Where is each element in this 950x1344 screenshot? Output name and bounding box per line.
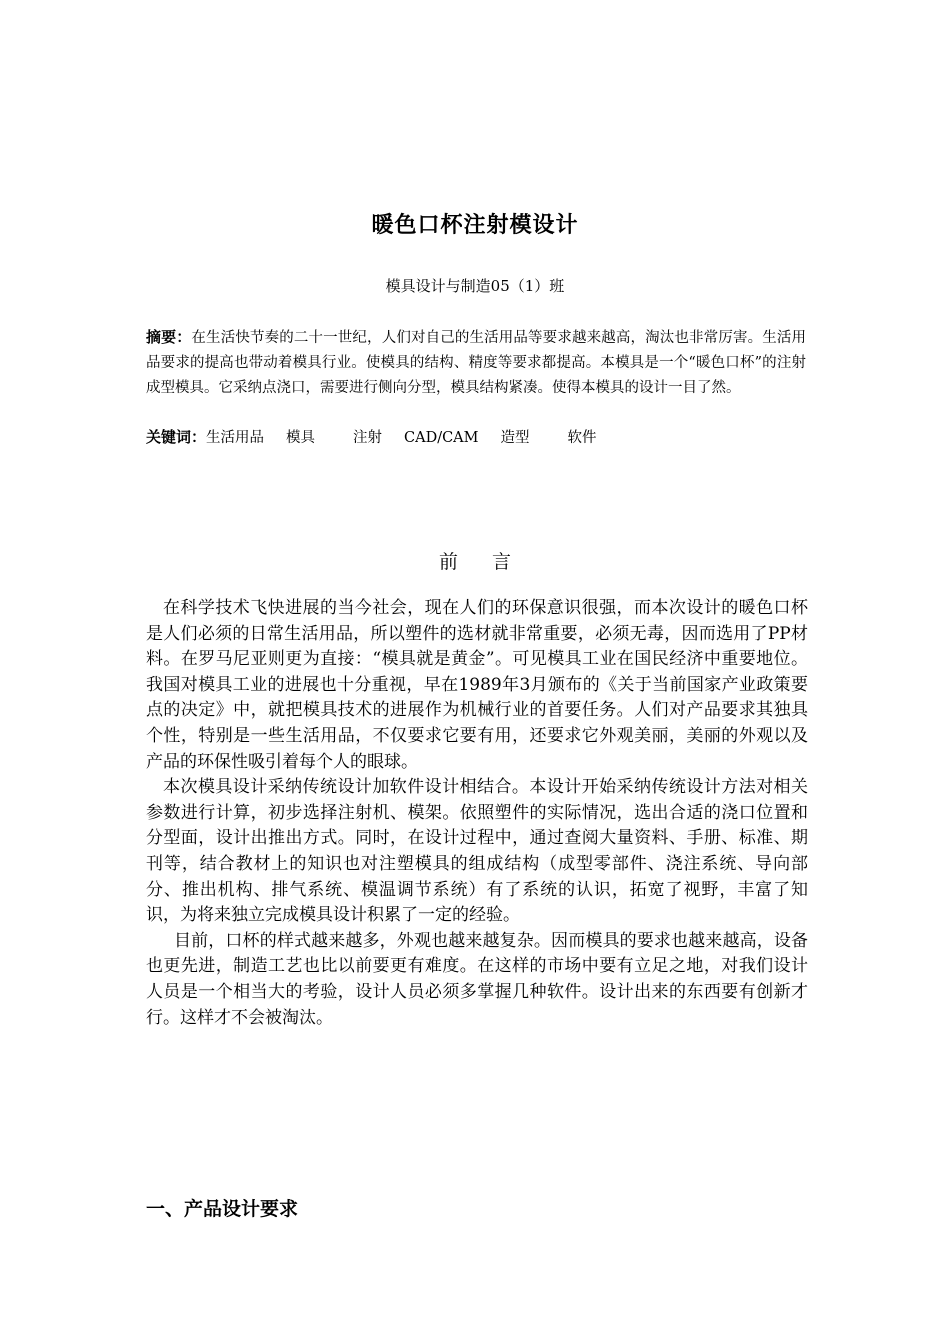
preface-paragraph: 目前，口杯的样式越来越多，外观也越来越复杂。因而模具的要求也越来越高，设备也更先进，制造工艺也比以前要更有难度。在这样的市场中要有立足之地，对我们设计人员是一个相当大的考验，设计人员必须多掌握几种软件。设计出来的东西要有创新才行。这样才不会被淘汰。 bbox=[146, 930, 808, 1028]
abstract-label: 摘要： bbox=[146, 328, 192, 346]
keyword: 软件 bbox=[567, 430, 597, 446]
preface-paragraph: 本次模具设计采纳传统设计加软件设计相结合。本设计开始采纳传统设计方法对相关参数进行计算，初步选择注射机、模架。依照塑件的实际情况，选出合适的浇口位置和分型面，设计出推出方式。同时，在设计过程中，通过查阅大量资料、手册、标准、期刊等，结合教材上的知识也对注塑模具的组成结构（成型零部件、浇注系统、导向部分、推出机构、排气系统、模温调节系统）有了系统的认识，拓宽了视野，丰富了知识，为将来独立完成模具设计积累了一定的经验。 bbox=[146, 777, 808, 926]
keyword: 模具 bbox=[286, 430, 316, 446]
abstract bbox=[146, 325, 806, 401]
keyword: CAD/CAM bbox=[404, 430, 479, 446]
preface-paragraph: 在科学技术飞快进展的当今社会，现在人们的环保意识很强，而本次设计的暖色口杯是人们必须的日常生活用品，所以塑件的选材就非常重要，必须无毒，因而选用了PP材料。在罗马尼亚则更为直接：“模具就是黄金”。可见模具工业在国民经济中重要地位。我国对模具工业的进展也十分重视，早在1989年3月颁布的《关于当前国家产业政策要点的决定》中，就把模具技术的进展作为机械行业的首要任务。人们对产品要求其独具个性，特别是一些生活用品，不仅要求它要有用，还要求它外观美丽，美丽的外观以及产品的环保性吸引着每个人的眼球。 bbox=[146, 598, 808, 772]
keyword: 造型 bbox=[500, 430, 530, 446]
document-title: 暖色口杯注射模设计 bbox=[371, 213, 579, 238]
preface-heading: 前言 bbox=[438, 551, 545, 573]
keyword: 生活用品 bbox=[206, 430, 265, 446]
section-heading: 一、产品设计要求 bbox=[146, 1198, 299, 1220]
class-subtitle: 模具设计与制造05（1）班 bbox=[385, 277, 565, 295]
keywords bbox=[146, 425, 806, 451]
abstract-text: 在生活快节奏的二十一世纪，人们对自己的生活用品等要求越来越高，淘汰也非常厉害。生活用品要求的提高也带动着模具行业。使模具的结构、精度等要求都提高。本模具是一个“暖色口杯”的注射成型模具。它采纳点浇口，需要进行侧向分型，模具结构紧凑。使得本模具的设计一目了然。 bbox=[146, 330, 806, 396]
keywords-label: 关键词： bbox=[146, 428, 207, 446]
keyword: 注射 bbox=[353, 430, 383, 446]
preface-body bbox=[146, 596, 808, 1031]
